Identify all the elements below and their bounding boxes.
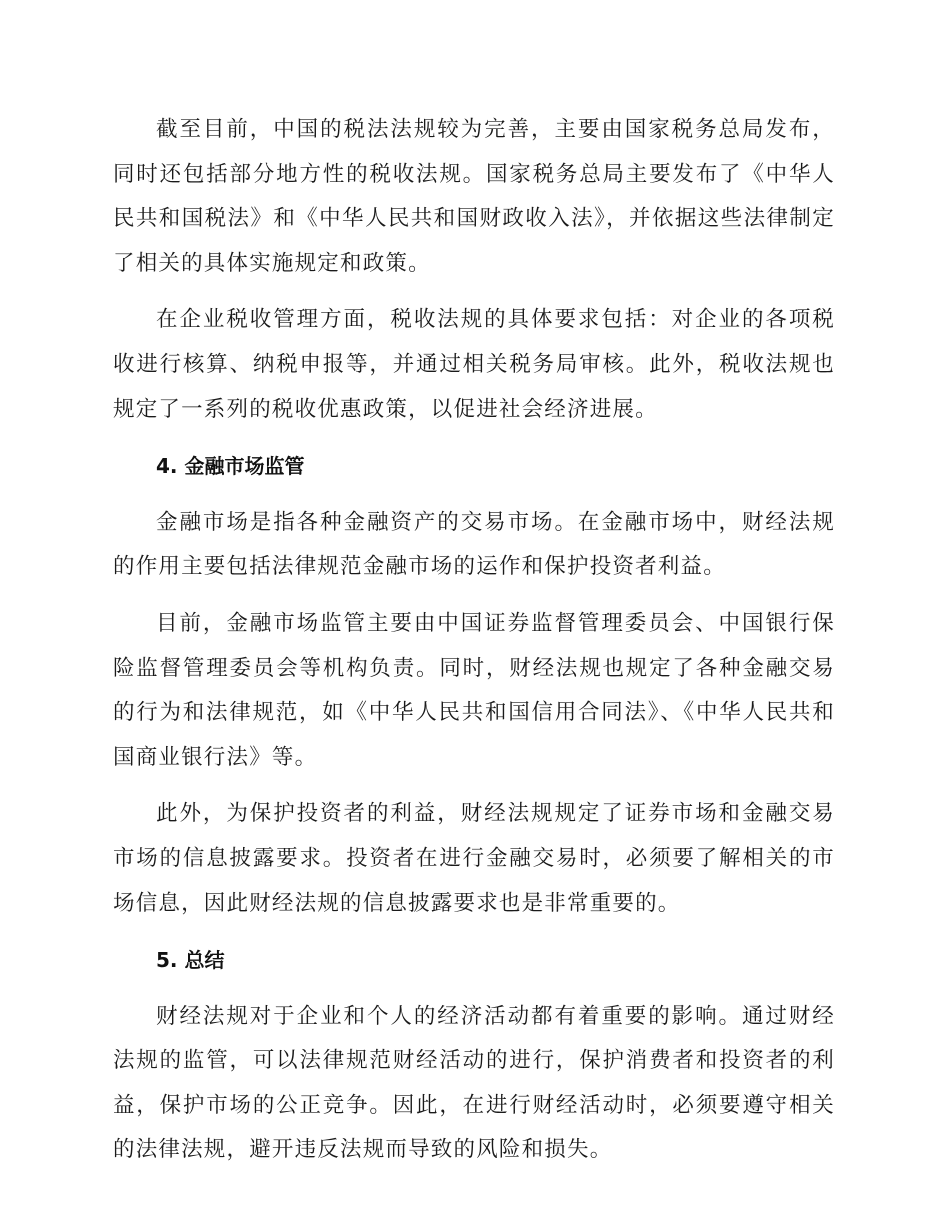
heading-summary: 5. 总结	[156, 948, 225, 973]
paragraph-summary: 财经法规对于企业和个人的经济活动都有着重要的影响。通过财经法规的监管，可以法律规范财经活动的进行，保护消费者和投资者的利益，保护市场的公正竞争。因此，在进行财经活动时，必须要遵守相关的法律法规，避开违反法规而导致的风险和损失。	[113, 1003, 835, 1163]
paragraph-tax-regulations-overview: 截至目前，中国的税法法规较为完善，主要由国家税务总局发布，同时还包括部分地方性的税收法规。国家税务总局主要发布了《中华人民共和国税法》和《中华人民共和国财政收入法》，并依据这些法律制定了相关的具体实施规定和政策。	[113, 117, 835, 276]
paragraph-supervision-authorities: 目前，金融市场监管主要由中国证券监督管理委员会、中国银行保险监督管理委员会等机构负责。同时，财经法规也规定了各种金融交易的行为和法律规范，如《中华人民共和国信用合同法》、《中华人民共和国商业银行法》等。	[113, 610, 835, 770]
paragraph-information-disclosure: 此外，为保护投资者的利益，财经法规规定了证券市场和金融交易市场的信息披露要求。投资者在进行金融交易时，必须要了解相关的市场信息，因此财经法规的信息披露要求也是非常重要的。	[113, 801, 835, 916]
document-body	[113, 108, 835, 1185]
heading-financial-market-supervision: 4. 金融市场监管	[156, 454, 305, 479]
paragraph-enterprise-tax-management: 在企业税收管理方面，税收法规的具体要求包括：对企业的各项税收进行核算、纳税申报等，并通过相关税务局审核。此外，税收法规也规定了一系列的税收优惠政策，以促进社会经济进展。	[113, 307, 835, 422]
paragraph-financial-market-definition: 金融市场是指各种金融资产的交易市场。在金融市场中，财经法规的作用主要包括法律规范金融市场的运作和保护投资者利益。	[113, 509, 835, 580]
